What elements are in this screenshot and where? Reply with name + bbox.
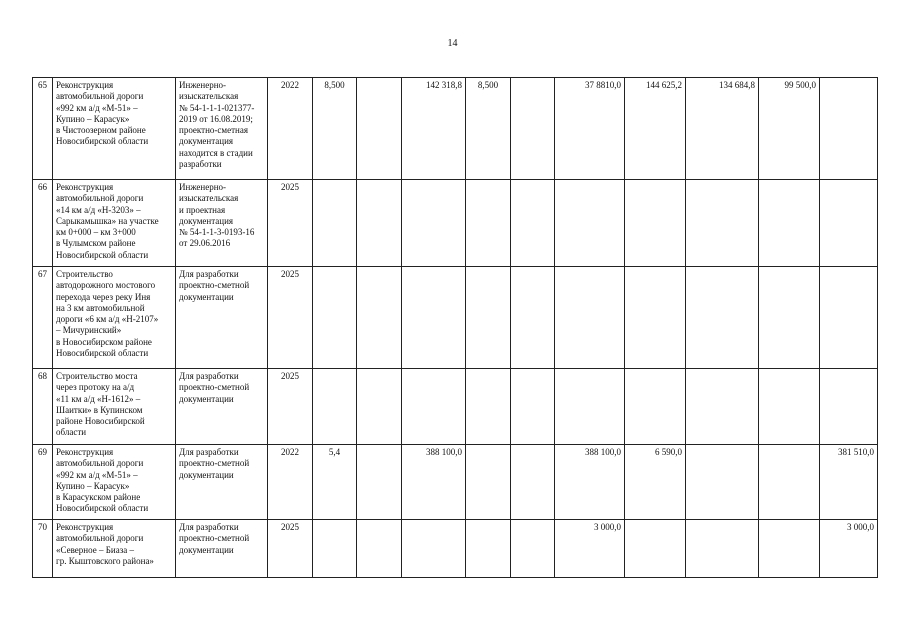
- value-cell: 8,500: [313, 78, 357, 180]
- value-cell: [357, 267, 402, 369]
- page-number: 14: [447, 38, 458, 49]
- row-number: 69: [33, 445, 53, 520]
- value-cell: 99 500,0: [759, 78, 820, 180]
- value-cell: [686, 267, 759, 369]
- row-number: 65: [33, 78, 53, 180]
- value-cell: 6 590,0: [625, 445, 686, 520]
- value-cell: [402, 520, 466, 578]
- value-cell: [759, 369, 820, 445]
- table-row: [33, 267, 878, 369]
- table-row: [33, 180, 878, 267]
- year-cell: 2025: [268, 520, 313, 578]
- object-name: Реконструкция автомобильной дороги «14 км а/д «Н-3203» – Сарыкамышка» на участке км 0+000 – км 3+000 в Чулымском районе Новосибирской области: [53, 180, 176, 267]
- value-cell: [625, 520, 686, 578]
- value-cell: [402, 267, 466, 369]
- value-cell: [625, 267, 686, 369]
- value-cell: [313, 267, 357, 369]
- value-cell: [625, 180, 686, 267]
- value-cell: [820, 369, 878, 445]
- value-cell: [511, 369, 555, 445]
- value-cell: 381 510,0: [820, 445, 878, 520]
- value-cell: [555, 267, 625, 369]
- value-cell: 8,500: [466, 78, 511, 180]
- row-number: 66: [33, 180, 53, 267]
- table-row: [33, 78, 878, 180]
- documentation-status: Инженерно- изыскательская № 54-1-1-1-021377- 2019 от 16.08.2019; проектно-сметная документация находится в стадии разработки: [176, 78, 268, 180]
- documentation-status: Для разработки проектно-сметной документации: [176, 267, 268, 369]
- documentation-status: Инженерно- изыскательская и проектная документация № 54-1-1-3-0193-16 от 29.06.2016: [176, 180, 268, 267]
- value-cell: [686, 369, 759, 445]
- year-cell: 2025: [268, 180, 313, 267]
- value-cell: 37 8810,0: [555, 78, 625, 180]
- value-cell: [820, 180, 878, 267]
- value-cell: 388 100,0: [555, 445, 625, 520]
- value-cell: [511, 180, 555, 267]
- value-cell: [686, 445, 759, 520]
- year-cell: 2022: [268, 78, 313, 180]
- value-cell: [357, 78, 402, 180]
- value-cell: [511, 520, 555, 578]
- value-cell: 5,4: [313, 445, 357, 520]
- documentation-status: Для разработки проектно-сметной документации: [176, 369, 268, 445]
- table-row: [33, 445, 878, 520]
- value-cell: [555, 180, 625, 267]
- object-name: Строительство моста через протоку на а/д «11 км а/д «Н-1612» – Шаитки» в Купинском районе Новосибирской области: [53, 369, 176, 445]
- value-cell: [511, 78, 555, 180]
- value-cell: [402, 180, 466, 267]
- value-cell: [511, 267, 555, 369]
- value-cell: [357, 180, 402, 267]
- value-cell: [511, 445, 555, 520]
- value-cell: [466, 267, 511, 369]
- value-cell: [357, 520, 402, 578]
- value-cell: 144 625,2: [625, 78, 686, 180]
- value-cell: 388 100,0: [402, 445, 466, 520]
- value-cell: [759, 180, 820, 267]
- value-cell: 142 318,8: [402, 78, 466, 180]
- value-cell: [625, 369, 686, 445]
- year-cell: 2022: [268, 445, 313, 520]
- row-number: 68: [33, 369, 53, 445]
- value-cell: [555, 369, 625, 445]
- value-cell: [466, 445, 511, 520]
- value-cell: 3 000,0: [555, 520, 625, 578]
- value-cell: [686, 180, 759, 267]
- object-name: Реконструкция автомобильной дороги «992 км а/д «М-51» – Купино – Карасук» в Чистоозерном районе Новосибирской области: [53, 78, 176, 180]
- value-cell: [820, 78, 878, 180]
- value-cell: [820, 267, 878, 369]
- table-row: [33, 369, 878, 445]
- value-cell: [313, 180, 357, 267]
- value-cell: [402, 369, 466, 445]
- value-cell: 3 000,0: [820, 520, 878, 578]
- value-cell: [759, 520, 820, 578]
- value-cell: [759, 445, 820, 520]
- value-cell: [357, 369, 402, 445]
- row-number: 70: [33, 520, 53, 578]
- value-cell: [686, 520, 759, 578]
- documentation-status: Для разработки проектно-сметной документации: [176, 445, 268, 520]
- objects-table: [32, 77, 878, 578]
- value-cell: [466, 369, 511, 445]
- value-cell: [466, 520, 511, 578]
- year-cell: 2025: [268, 267, 313, 369]
- object-name: Реконструкция автомобильной дороги «992 км а/д «М-51» – Купино – Карасук» в Карасукском районе Новосибирской области: [53, 445, 176, 520]
- value-cell: 134 684,8: [686, 78, 759, 180]
- table-row: [33, 520, 878, 578]
- object-name: Строительство автодорожного мостового перехода через реку Иня на 3 км автомобильной дороги «6 км а/д «Н-2107» – Мичуринский» в Новосибирском районе Новосибирской области: [53, 267, 176, 369]
- row-number: 67: [33, 267, 53, 369]
- object-name: Реконструкция автомобильной дороги «Северное – Биаза – гр. Кыштовского района»: [53, 520, 176, 578]
- documentation-status: Для разработки проектно-сметной документации: [176, 520, 268, 578]
- value-cell: [466, 180, 511, 267]
- value-cell: [759, 267, 820, 369]
- value-cell: [357, 445, 402, 520]
- value-cell: [313, 520, 357, 578]
- value-cell: [313, 369, 357, 445]
- year-cell: 2025: [268, 369, 313, 445]
